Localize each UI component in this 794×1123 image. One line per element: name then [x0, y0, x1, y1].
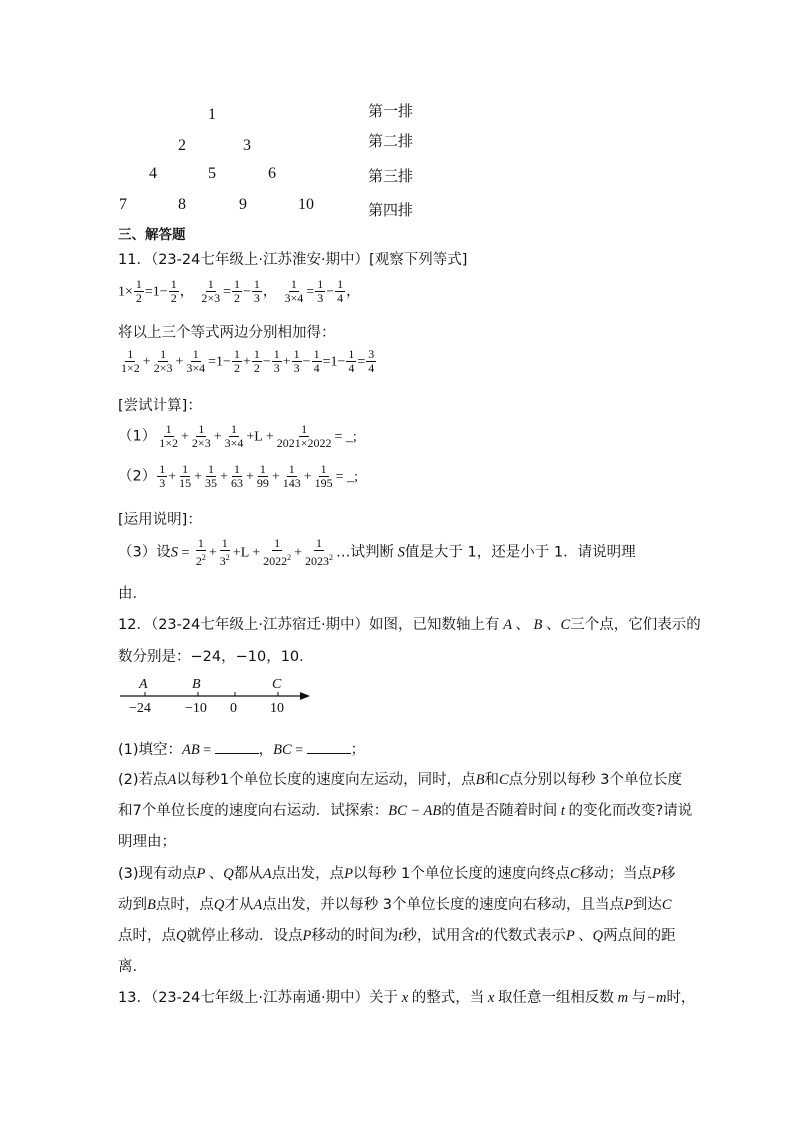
triangle-num: 1: [208, 106, 216, 123]
row-label: 第二排: [368, 132, 414, 150]
triangle-num: 10: [298, 196, 314, 213]
q12-part2-line2: 和7个单位长度的速度向右运动．试探索：BC − AB的值是否随着时间 t 的变化而改变?请说: [118, 803, 693, 819]
q11-apply-heading: [运用说明]：: [118, 512, 202, 528]
triangle-num: 3: [243, 137, 251, 154]
row-label: 第一排: [368, 102, 414, 120]
q13-heading: 13．（23-24七年级上·江苏南通·期中）关于 x 的整式，当 x 取任意一组相反数 m 与−m时，: [118, 990, 696, 1006]
triangle-num: 5: [208, 165, 216, 182]
triangle-num: 4: [149, 165, 157, 182]
q11-try-heading: [尝试计算]：: [118, 398, 202, 414]
q11-part1: （1） $\frac{1}{1\times 2}$ + $\frac{1}{2\times 3}$ + $\frac{1}{3\times 4}$ +L + $\frac{1}{2021\times 2022}$ = _;: [118, 422, 357, 450]
axis-value: −24: [129, 701, 151, 716]
triangle-num: 7: [119, 196, 127, 213]
q12-part3-end: 离．: [118, 959, 147, 975]
q12-part1: (1)填空：AB = ，BC = ；: [118, 742, 366, 758]
row-label: 第四排: [368, 201, 414, 219]
row-label: 第三排: [368, 167, 414, 185]
q12-heading: 12．（23-24七年级上·江苏宿迁·期中）如图，已知数轴上有 A 、 B 、C三个点，它们表示的: [118, 617, 701, 633]
triangle-num: 6: [268, 165, 276, 182]
q12-part3-line2: 动到B点时，点Q才从A点出发，并以每秒 3个单位长度的速度向右移动，且当点P到达C: [118, 897, 672, 913]
triangle-num: 8: [178, 196, 186, 213]
axis-point-label: B: [192, 677, 201, 692]
q11-equations: 1× $\frac{1}{2}$ =1− $\frac{1}{2}$ ， $\frac{1}{2\times 3}$ = $\frac{1}{2}$ − $\frac{1}{3}$ ， $\frac{1}{3\times 4}$ = $\frac{1}{3}$ − $\frac{1}{4}$ ，: [118, 277, 361, 305]
q11-part2: （2） $\frac{1}{3}$ + $\frac{1}{15}$ + $\frac{1}{35}$ + $\frac{1}{63}$ + $\frac{1}{99}$ + $\frac{1}{143}$ + $\frac{1}{195}$ = _;: [118, 462, 358, 490]
triangle-num: 9: [239, 196, 247, 213]
section-heading: 三、解答题: [118, 227, 186, 243]
q12-part3-line1: (3)现有动点P 、Q都从A点出发，点P以每秒 1个单位长度的速度向终点C移动；当点P移: [118, 866, 676, 882]
q11-sum-equation: $\frac{1}{1\times 2}$ + $\frac{1}{2\times 3}$ + $\frac{1}{3\times 4}$ =1− $\frac{1}{2}$ + $\frac{1}{2}$ − $\frac{1}{3}$ + $\frac{1}{3}$ − $\frac{1}{4}$ =1− $\frac{1}{4}$ = $\frac{3}{4}$: [121, 347, 375, 375]
q12-part2-line3: 明理由；: [118, 834, 176, 850]
axis-value: −10: [185, 701, 207, 716]
q12-values-line: 数分别是：−24，−10，10．: [118, 649, 314, 665]
axis-arrow: [300, 692, 310, 700]
q11-combine-text: 将以上三个等式两边分别相加得：: [118, 325, 336, 341]
axis-point-label: C: [272, 677, 282, 692]
axis-point-label: A: [139, 677, 148, 692]
axis-value: 10: [270, 701, 284, 716]
q11-part3-end: 由．: [118, 586, 147, 602]
triangle-num: 2: [178, 137, 186, 154]
q11-part3: （3）设S = $\frac{1}{2^2}$ + $\frac{1}{3^2}$ +L + $\frac{1}{2022^2}$ + $\frac{1}{2023^2}$ …试判断 S值是大于 1，还是小于 1．请说明理: [118, 536, 636, 568]
q12-part2-line1: (2)若点A以每秒1个单位长度的速度向左运动，同时，点B和C点分别以每秒 3个单位长度: [118, 772, 683, 788]
q12-part3-line3: 点时，点Q就停止移动．设点P移动的时间为t秒，试用含t的代数式表示P 、Q两点间的距: [118, 928, 676, 944]
q11-heading: 11．（23-24七年级上·江苏淮安·期中）[观察下列等式]: [118, 252, 468, 268]
axis-value: 0: [230, 701, 237, 716]
